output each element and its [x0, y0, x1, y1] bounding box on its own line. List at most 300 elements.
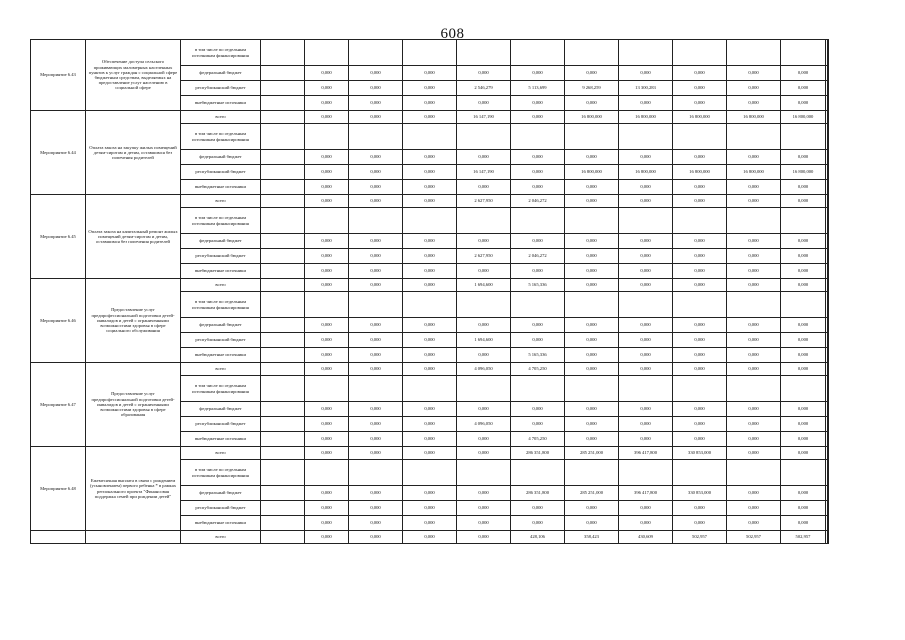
value-cell [349, 318, 403, 333]
value-cell [619, 111, 673, 124]
value-text: 0,000 [797, 253, 809, 259]
value-text: 0,000 [370, 352, 381, 358]
value-cell [349, 432, 403, 447]
value-text: 0,000 [370, 253, 381, 259]
value-cell [827, 333, 829, 348]
value-cell [565, 376, 619, 402]
value-cell [305, 124, 349, 150]
value-cell [349, 40, 403, 66]
value-cell [565, 264, 619, 279]
value-text: 0,000 [370, 436, 381, 442]
value-cell [619, 348, 673, 363]
value-cell [403, 124, 457, 150]
value-cell-empty [261, 318, 305, 333]
value-text: 0,000 [694, 436, 705, 442]
value-cell [403, 363, 457, 376]
value-cell [403, 447, 457, 460]
value-text: 0,000 [370, 169, 381, 175]
value-text: 0,000 [586, 436, 597, 442]
value-text: 0,000 [640, 70, 651, 76]
value-text: 2 046,272 [528, 253, 547, 259]
funding-source: федеральный бюджет [181, 486, 261, 501]
value-cell [727, 279, 781, 292]
value-cell [457, 180, 511, 195]
value-cell [619, 292, 673, 318]
value-cell [511, 249, 565, 264]
value-text: 0,000 [478, 450, 489, 456]
value-cell [727, 486, 781, 501]
value-cell [305, 195, 349, 208]
value-text: 0,000 [694, 337, 705, 343]
value-cell [565, 40, 619, 66]
value-cell [619, 66, 673, 81]
value-cell [305, 376, 349, 402]
value-text: 0,000 [694, 406, 705, 412]
value-text: 0,000 [370, 198, 381, 204]
funding-source: федеральный бюджет [181, 234, 261, 249]
value-cell [827, 417, 829, 432]
value-cell [827, 432, 829, 447]
value-text: 0,000 [370, 366, 381, 372]
value-text: 0,000 [694, 198, 705, 204]
value-text: 0,000 [424, 520, 435, 526]
value-cell [457, 124, 511, 150]
funding-source: внебюджетные источники [181, 180, 261, 195]
value-text: 0,000 [321, 450, 332, 456]
value-cell [781, 66, 826, 81]
value-cell [619, 376, 673, 402]
funding-source: республиканский бюджет [181, 249, 261, 264]
value-text: 2 546,279 [474, 85, 493, 91]
value-cell [781, 486, 826, 501]
value-cell [305, 81, 349, 96]
value-cell [565, 531, 619, 544]
value-cell [781, 516, 826, 531]
value-text: 0,000 [370, 114, 381, 120]
value-cell-empty [261, 501, 305, 516]
value-cell-empty [261, 402, 305, 417]
funding-source: республиканский бюджет [181, 333, 261, 348]
value-cell [827, 165, 829, 180]
value-text: 0,000 [748, 154, 759, 160]
value-text: 0,000 [694, 505, 705, 511]
value-text: 0,000 [370, 534, 381, 540]
value-cell-empty [261, 124, 305, 150]
value-text: 0,000 [478, 154, 489, 160]
value-cell [305, 292, 349, 318]
value-text: 1 694,600 [474, 282, 493, 288]
value-cell [619, 531, 673, 544]
value-cell-empty [261, 432, 305, 447]
value-cell [781, 531, 826, 544]
value-cell [619, 195, 673, 208]
value-cell [511, 111, 565, 124]
value-text: 0,000 [748, 70, 759, 76]
activity-name: Обеспечение доступа сельского проживающих маломерных населенных пунктов к услуг граждан с социальной сфере бюджетным средствам, выделяемых на предоставление услуг населению в социальной сфере [86, 40, 181, 111]
funding-source: внебюджетные источники [181, 348, 261, 363]
value-cell [565, 402, 619, 417]
value-cell [673, 208, 727, 234]
value-cell [827, 402, 829, 417]
value-cell [403, 264, 457, 279]
value-cell [781, 234, 826, 249]
value-cell [457, 501, 511, 516]
value-text: 330 853,000 [688, 450, 711, 456]
value-cell [457, 279, 511, 292]
funding-source: всего [181, 447, 261, 460]
table-row [31, 40, 829, 66]
value-cell [619, 432, 673, 447]
funding-source: федеральный бюджет [181, 66, 261, 81]
value-text: 0,000 [694, 366, 705, 372]
value-cell [457, 66, 511, 81]
value-cell [511, 208, 565, 234]
value-text: 0,000 [532, 114, 543, 120]
value-cell [619, 96, 673, 111]
value-cell-empty [261, 40, 305, 66]
activity-name: Оплата закоза на капитальный ремонт жилых помещений детям-сиротам и детям, оставшимся без попечения родителей [86, 195, 181, 279]
value-text: 0,000 [370, 282, 381, 288]
value-cell [403, 501, 457, 516]
value-cell [673, 96, 727, 111]
value-text: 396 417,800 [634, 450, 657, 456]
activity-name: Оплата закоза на закупку жилых помещений детям-сиротам и детям, оставшимся без попечения родителей [86, 111, 181, 195]
value-text: 0,000 [321, 421, 332, 427]
value-cell [727, 460, 781, 486]
value-cell [511, 96, 565, 111]
value-text: 0,000 [478, 184, 489, 190]
value-text: 0,000 [424, 253, 435, 259]
funding-source: всего [181, 111, 261, 124]
value-text: 0,000 [748, 352, 759, 358]
value-cell [781, 447, 826, 460]
value-cell [827, 195, 829, 208]
value-cell [727, 376, 781, 402]
value-cell [305, 447, 349, 460]
value-cell [673, 150, 727, 165]
value-cell [727, 402, 781, 417]
value-cell [827, 279, 829, 292]
value-text: 0,000 [478, 534, 489, 540]
value-text: 0,000 [424, 421, 435, 427]
value-text: 0,000 [478, 268, 489, 274]
value-cell [619, 208, 673, 234]
value-cell [305, 402, 349, 417]
value-cell [349, 195, 403, 208]
value-text: 0,000 [640, 100, 651, 106]
value-text: 0,000 [586, 238, 597, 244]
value-cell [565, 165, 619, 180]
value-cell [511, 486, 565, 501]
value-cell [349, 486, 403, 501]
value-text: 0,000 [370, 520, 381, 526]
value-text: 0,000 [424, 490, 435, 496]
value-cell [727, 447, 781, 460]
value-cell [565, 208, 619, 234]
value-text: 2 046,272 [528, 198, 547, 204]
value-cell [511, 66, 565, 81]
value-cell [565, 318, 619, 333]
value-text: 0,000 [748, 85, 759, 91]
value-text: 5 165,336 [528, 352, 547, 358]
value-text: 0,000 [694, 238, 705, 244]
value-cell-empty [261, 96, 305, 111]
value-cell-empty [261, 150, 305, 165]
value-text: 2 627,950 [474, 198, 493, 204]
value-cell-empty [261, 264, 305, 279]
value-text: 9 268,259 [582, 85, 601, 91]
value-cell [403, 279, 457, 292]
value-cell [727, 516, 781, 531]
value-cell [619, 264, 673, 279]
value-text: 0,000 [321, 100, 332, 106]
value-cell [827, 150, 829, 165]
value-cell [565, 417, 619, 432]
value-cell [511, 81, 565, 96]
funding-source: республиканский бюджет [181, 417, 261, 432]
value-cell [673, 417, 727, 432]
value-cell [511, 333, 565, 348]
value-cell [349, 376, 403, 402]
value-cell [673, 165, 727, 180]
value-text: 0,000 [797, 366, 809, 372]
value-text: 286 351,800 [526, 490, 549, 496]
value-text: 0,000 [532, 406, 543, 412]
value-text: 0,000 [370, 268, 381, 274]
value-text: 0,000 [321, 282, 332, 288]
value-cell [305, 531, 349, 544]
value-text: 0,000 [797, 490, 809, 496]
value-text: 16 800,000 [581, 169, 602, 175]
value-cell-empty [261, 333, 305, 348]
value-text: 0,000 [321, 268, 332, 274]
value-cell [457, 81, 511, 96]
funding-source: республиканский бюджет [181, 81, 261, 96]
value-text: 0,000 [424, 352, 435, 358]
value-text: 0,000 [797, 436, 809, 442]
value-cell-empty [261, 363, 305, 376]
value-text: 0,000 [748, 490, 759, 496]
value-text: 16 800,000 [792, 114, 814, 120]
value-cell [511, 318, 565, 333]
value-cell-empty [261, 180, 305, 195]
value-text: 4 705,250 [528, 436, 547, 442]
value-text: 0,000 [424, 184, 435, 190]
value-text: 0,000 [370, 70, 381, 76]
value-cell [827, 292, 829, 318]
table-row [31, 111, 829, 124]
value-cell [781, 501, 826, 516]
value-text: 0,000 [424, 169, 435, 175]
value-cell [305, 249, 349, 264]
value-text: 0,000 [640, 436, 651, 442]
value-text: 0,000 [321, 352, 332, 358]
value-text: 0,000 [532, 70, 543, 76]
value-cell [511, 432, 565, 447]
value-cell [673, 180, 727, 195]
value-cell [673, 124, 727, 150]
value-cell [457, 402, 511, 417]
value-cell [727, 318, 781, 333]
value-cell [305, 165, 349, 180]
value-text: 0,000 [370, 238, 381, 244]
value-cell [619, 363, 673, 376]
funding-source: федеральный бюджет [181, 402, 261, 417]
value-cell [305, 432, 349, 447]
value-text: 0,000 [586, 100, 597, 106]
value-text: 0,000 [532, 337, 543, 343]
value-cell [727, 264, 781, 279]
value-cell [827, 348, 829, 363]
value-cell [565, 249, 619, 264]
value-cell [619, 150, 673, 165]
value-text: 16 800,000 [689, 169, 710, 175]
value-text: 0,000 [424, 366, 435, 372]
value-text: 16 147,190 [473, 169, 494, 175]
funding-source: внебюджетные источники [181, 96, 261, 111]
value-text: 0,000 [321, 70, 332, 76]
value-cell [565, 348, 619, 363]
value-text: 0,000 [370, 85, 381, 91]
value-text: 0,000 [694, 184, 705, 190]
value-cell-empty [261, 447, 305, 460]
value-text: 5 113,699 [528, 85, 547, 91]
value-text: 16 147,190 [473, 114, 494, 120]
value-text: 0,000 [532, 520, 543, 526]
value-text: 396 417,800 [634, 490, 657, 496]
value-cell [349, 348, 403, 363]
funding-source: в том числе по отдельным источникам финансирования [181, 208, 261, 234]
value-cell [403, 208, 457, 234]
value-cell [349, 460, 403, 486]
value-cell [673, 531, 727, 544]
value-cell [781, 363, 826, 376]
value-text: 0,000 [748, 282, 759, 288]
value-text: 0,000 [748, 520, 759, 526]
value-cell [349, 516, 403, 531]
value-cell [457, 516, 511, 531]
value-cell [305, 417, 349, 432]
value-text: 0,000 [424, 282, 435, 288]
value-cell [827, 40, 829, 66]
value-cell [673, 501, 727, 516]
activity-code: Мероприятие 6.43 [31, 40, 86, 111]
value-cell [781, 432, 826, 447]
value-cell [827, 96, 829, 111]
value-text: 0,000 [321, 184, 332, 190]
value-text: 0,000 [586, 406, 597, 412]
value-cell [781, 333, 826, 348]
value-cell [673, 264, 727, 279]
value-text: 4 096,050 [474, 366, 493, 372]
value-cell [457, 376, 511, 402]
value-cell [511, 447, 565, 460]
value-cell [619, 318, 673, 333]
value-text: 0,000 [532, 505, 543, 511]
value-text: 0,000 [640, 253, 651, 259]
value-text: 0,000 [321, 366, 332, 372]
value-cell [565, 180, 619, 195]
value-cell [511, 264, 565, 279]
value-text: 0,000 [797, 238, 809, 244]
value-cell-empty [261, 292, 305, 318]
value-cell [827, 124, 829, 150]
value-text: 0,000 [694, 253, 705, 259]
value-text: 0,000 [321, 520, 332, 526]
value-cell [727, 66, 781, 81]
value-cell [781, 376, 826, 402]
value-cell [349, 165, 403, 180]
value-cell [305, 180, 349, 195]
value-cell [349, 111, 403, 124]
value-cell [565, 486, 619, 501]
value-cell [403, 40, 457, 66]
value-cell [673, 348, 727, 363]
value-text: 16 800,000 [743, 114, 764, 120]
value-text: 0,000 [694, 85, 705, 91]
value-text: 0,000 [694, 70, 705, 76]
value-text: 0,000 [797, 450, 809, 456]
value-cell [349, 180, 403, 195]
value-cell [827, 363, 829, 376]
value-cell [457, 318, 511, 333]
funding-source: в том числе по отдельным источникам финансирования [181, 124, 261, 150]
value-text: 4 705,250 [528, 366, 547, 372]
funding-source: республиканский бюджет [181, 501, 261, 516]
value-text: 0,000 [424, 406, 435, 412]
value-cell [619, 249, 673, 264]
activity-name: Ежемесячная выплата в связи с рождением (усыновлением) первого ребенка * в рамках регионального проекта "Финансовая поддержка семей при рождении детей" [86, 447, 181, 531]
value-text: 0,000 [532, 268, 543, 274]
value-cell-empty [261, 348, 305, 363]
value-cell [403, 318, 457, 333]
value-cell [781, 318, 826, 333]
value-cell [781, 402, 826, 417]
value-text: 0,000 [478, 406, 489, 412]
value-cell [565, 96, 619, 111]
value-cell [727, 165, 781, 180]
value-cell [511, 234, 565, 249]
value-text: 5 165,336 [528, 282, 547, 288]
table-row [31, 531, 829, 544]
value-text: 0,000 [586, 505, 597, 511]
value-text: 286 351,800 [526, 450, 549, 456]
value-text: 0,000 [424, 85, 435, 91]
value-cell [565, 363, 619, 376]
value-cell [781, 111, 826, 124]
table-row [31, 279, 829, 292]
value-cell [781, 40, 826, 66]
value-cell [673, 363, 727, 376]
value-cell [511, 292, 565, 318]
value-cell [673, 111, 727, 124]
activity-code [31, 531, 86, 544]
value-cell [511, 363, 565, 376]
activity-code: Мероприятие 6.46 [31, 279, 86, 363]
value-cell [673, 195, 727, 208]
value-cell [457, 264, 511, 279]
value-cell-empty [261, 165, 305, 180]
value-text: 16 800,000 [743, 169, 764, 175]
value-cell [781, 264, 826, 279]
value-cell [673, 279, 727, 292]
value-cell [619, 81, 673, 96]
value-text: 0,000 [748, 450, 759, 456]
value-cell-empty [261, 279, 305, 292]
value-text: 0,000 [640, 366, 651, 372]
value-cell [403, 66, 457, 81]
value-cell [619, 124, 673, 150]
